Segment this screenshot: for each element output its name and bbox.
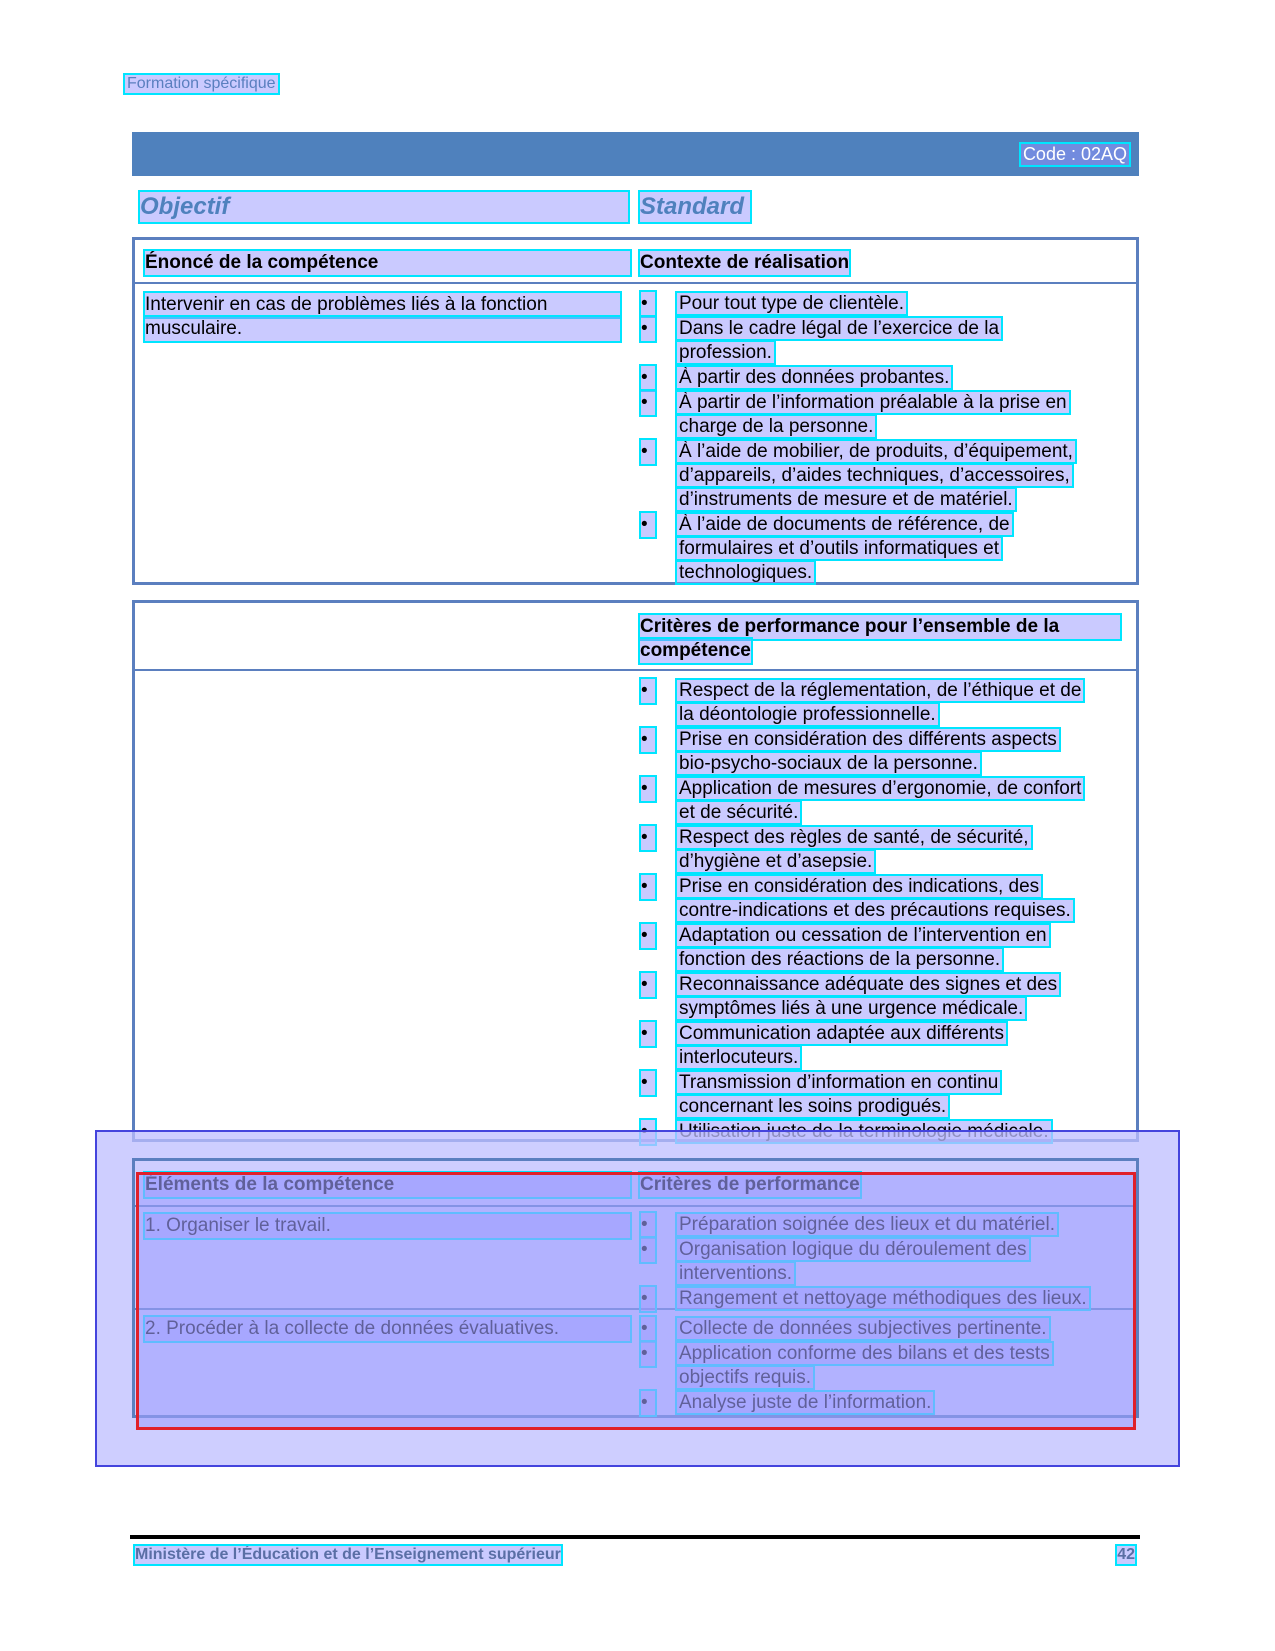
competence-table bbox=[132, 237, 1139, 585]
contexte-list bbox=[641, 292, 1116, 586]
contexte-text: À partir de l’information préalable à la prise en bbox=[679, 392, 1067, 413]
running-head: Formation spécifique bbox=[127, 75, 276, 92]
code-label: Code : 02AQ bbox=[1022, 144, 1127, 164]
bullet-icon: • bbox=[641, 292, 655, 316]
contexte-item bbox=[641, 391, 1116, 439]
bullet-icon: • bbox=[641, 366, 655, 390]
contexte-item bbox=[641, 513, 1116, 585]
row-separator bbox=[135, 282, 1136, 284]
bullet-icon: • bbox=[641, 973, 655, 997]
bullet-icon: • bbox=[641, 679, 655, 703]
critere-ensemble-item bbox=[641, 777, 1116, 825]
critere-ensemble-text: Prise en considération des indications, des bbox=[679, 876, 1040, 897]
critere-ensemble-item bbox=[641, 679, 1116, 727]
bullet-icon: • bbox=[641, 875, 655, 899]
page-number: 42 bbox=[1117, 1546, 1135, 1563]
critere-ensemble-item bbox=[641, 973, 1116, 1021]
criteres-ensemble-header-line2: compétence bbox=[640, 640, 751, 661]
critere-ensemble-text: et de sécurité. bbox=[679, 802, 799, 823]
critere-ensemble-item bbox=[641, 1022, 1116, 1070]
bullet-icon: • bbox=[641, 440, 655, 464]
contexte-item bbox=[641, 317, 1116, 365]
critere-ensemble-item bbox=[641, 924, 1116, 972]
enonce-text-line1: Intervenir en cas de problèmes liés à la fonction bbox=[145, 293, 620, 317]
footer-ministry: Ministère de l’Éducation et de l’Enseignement supérieur bbox=[135, 1546, 561, 1563]
critere-ensemble-text: Respect de la réglementation, de l’éthique et de bbox=[679, 680, 1082, 701]
criteres-ensemble-list bbox=[641, 679, 1116, 1145]
selected-region bbox=[136, 1172, 1136, 1430]
contexte-text: Pour tout type de clientèle. bbox=[679, 293, 904, 314]
objectif-title: Objectif bbox=[140, 192, 628, 222]
critere-ensemble-item bbox=[641, 728, 1116, 776]
footer-rule bbox=[130, 1535, 1140, 1539]
critere-ensemble-text: Application de mesures d’ergonomie, de confort bbox=[679, 778, 1082, 799]
bullet-icon: • bbox=[641, 317, 655, 341]
critere-ensemble-text: d’hygiène et d’asepsie. bbox=[679, 851, 873, 872]
contexte-item bbox=[641, 440, 1116, 512]
critere-ensemble-item bbox=[641, 826, 1116, 874]
bullet-icon: • bbox=[641, 777, 655, 801]
critere-ensemble-text: fonction des réactions de la personne. bbox=[679, 949, 1001, 970]
critere-ensemble-item bbox=[641, 875, 1116, 923]
bullet-icon: • bbox=[641, 513, 655, 537]
bullet-icon: • bbox=[641, 728, 655, 752]
code-bar bbox=[132, 132, 1139, 176]
contexte-text: profession. bbox=[679, 342, 772, 363]
critere-ensemble-text: concernant les soins prodigués. bbox=[679, 1096, 947, 1117]
contexte-text: formulaires et d’outils informatiques et bbox=[679, 538, 999, 559]
critere-ensemble-text: la déontologie professionnelle. bbox=[679, 704, 936, 725]
contexte-text: Dans le cadre légal de l’exercice de la bbox=[679, 318, 1000, 339]
contexte-item bbox=[641, 292, 1116, 316]
enonce-text-line2: musculaire. bbox=[145, 317, 620, 341]
performance-overall-table bbox=[132, 600, 1139, 1142]
contexte-text: À partir des données probantes. bbox=[679, 367, 950, 388]
contexte-text: charge de la personne. bbox=[679, 416, 874, 437]
enonce-header: Énoncé de la compétence bbox=[145, 251, 630, 275]
contexte-text: technologiques. bbox=[679, 562, 813, 583]
contexte-header: Contexte de réalisation bbox=[640, 252, 850, 273]
contexte-text: À l’aide de documents de référence, de bbox=[679, 514, 1010, 535]
critere-ensemble-text: Transmission d’information en continu bbox=[679, 1072, 999, 1093]
bullet-icon: • bbox=[641, 924, 655, 948]
critere-ensemble-text: Prise en considération des différents aspects bbox=[679, 729, 1057, 750]
criteres-ensemble-header-line1: Critères de performance pour l’ensemble de la bbox=[640, 615, 1120, 639]
critere-ensemble-text: interlocuteurs. bbox=[679, 1047, 799, 1068]
bullet-icon: • bbox=[641, 1071, 655, 1095]
contexte-item bbox=[641, 366, 1116, 390]
bullet-icon: • bbox=[641, 1022, 655, 1046]
critere-ensemble-text: contre-indications et des précautions requises. bbox=[679, 900, 1071, 921]
bullet-icon: • bbox=[641, 826, 655, 850]
critere-ensemble-text: Adaptation ou cessation de l’intervention en bbox=[679, 925, 1047, 946]
contexte-text: À l’aide de mobilier, de produits, d’équipement, bbox=[679, 441, 1073, 462]
bullet-icon: • bbox=[641, 391, 655, 415]
critere-ensemble-text: bio-psycho-sociaux de la personne. bbox=[679, 753, 978, 774]
critere-ensemble-text: Reconnaissance adéquate des signes et des bbox=[679, 974, 1058, 995]
critere-ensemble-text: Respect des règles de santé, de sécurité, bbox=[679, 827, 1029, 848]
critere-ensemble-text: symptômes liés à une urgence médicale. bbox=[679, 998, 1024, 1019]
contexte-text: d’instruments de mesure et de matériel. bbox=[679, 489, 1013, 510]
critere-ensemble-item bbox=[641, 1071, 1116, 1119]
contexte-text: d’appareils, d’aides techniques, d’accessoires, bbox=[679, 465, 1070, 486]
critere-ensemble-text: Communication adaptée aux différents bbox=[679, 1023, 1004, 1044]
standard-title: Standard bbox=[640, 192, 750, 222]
row-separator bbox=[135, 669, 1136, 671]
